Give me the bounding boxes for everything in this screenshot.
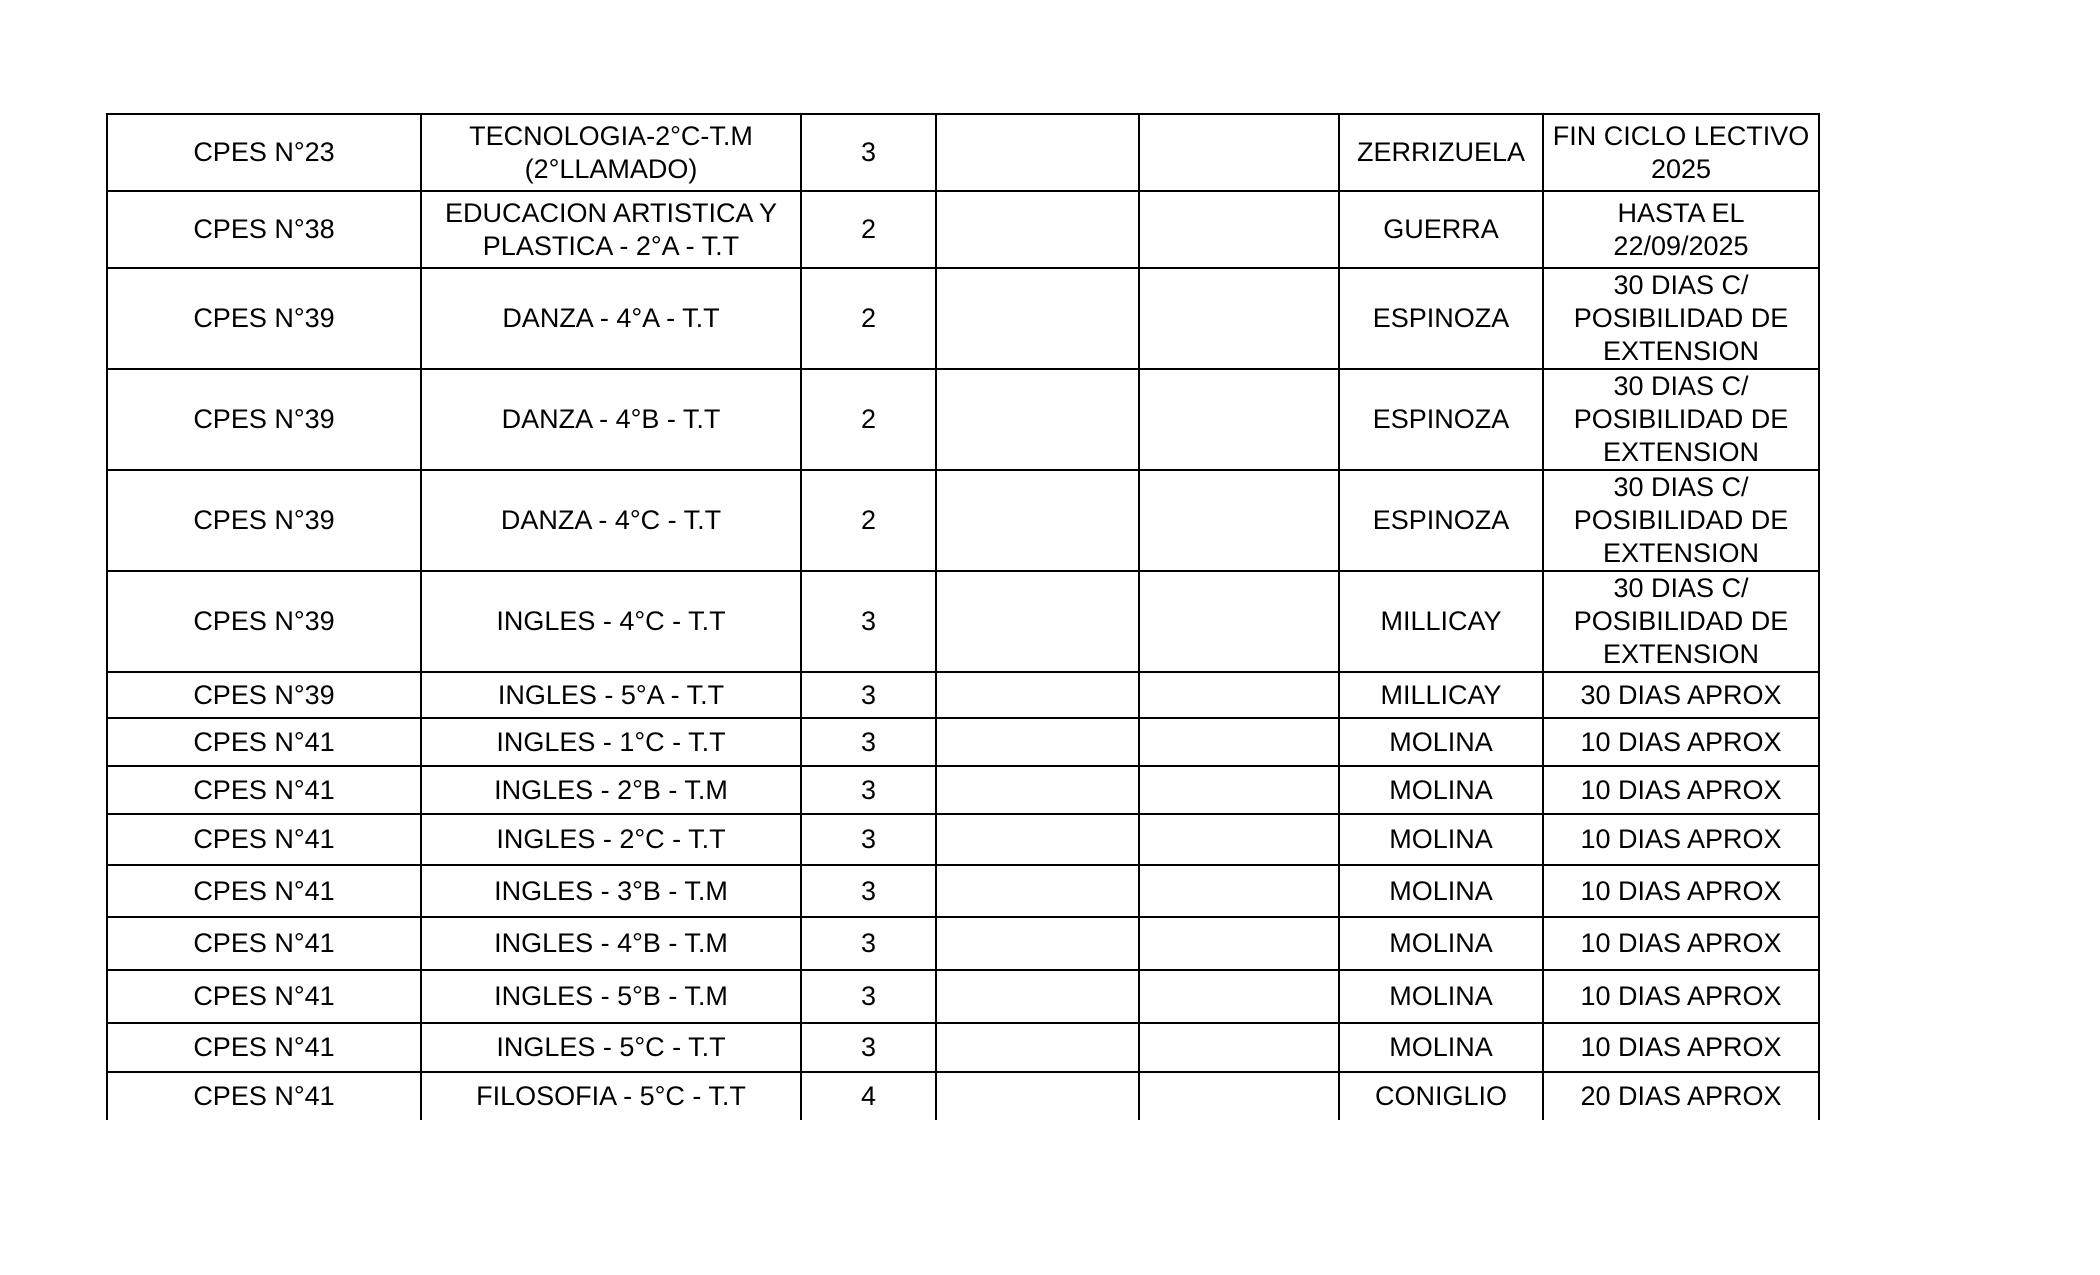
teacher-cell: MOLINA: [1339, 1023, 1543, 1072]
teacher-cell: ESPINOZA: [1339, 470, 1543, 571]
period-cell: [1543, 470, 1819, 571]
empty-cell: [936, 672, 1139, 718]
subject-cell: [421, 970, 801, 1023]
period-cell: [1543, 672, 1819, 718]
empty-cell: [1139, 571, 1339, 672]
empty-cell: [1139, 191, 1339, 268]
subject-cell: [421, 865, 801, 917]
teacher-cell: MOLINA: [1339, 865, 1543, 917]
hours-cell: 3: [801, 766, 936, 814]
period-cell: [1543, 814, 1819, 865]
school-cell: CPES N°41: [107, 1023, 421, 1072]
teacher-cell: GUERRA: [1339, 191, 1543, 268]
period-cell: [1543, 865, 1819, 917]
period-cell-line: POSIBILIDAD DE: [1573, 606, 1789, 636]
empty-cell: [936, 1072, 1139, 1120]
hours-cell: 2: [801, 268, 936, 369]
table-row: [107, 571, 1819, 672]
empty-cell: [1139, 470, 1339, 571]
hours-cell: 3: [801, 1023, 936, 1072]
period-cell-line: 10 DIAS APROX: [1580, 726, 1782, 757]
empty-cell: [936, 268, 1139, 369]
subject-cell: [421, 369, 801, 470]
empty-cell: [936, 1023, 1139, 1072]
period-cell-line: EXTENSION: [1602, 336, 1760, 366]
subject-cell-line: INGLES - 4°C - T.T: [496, 606, 726, 636]
table-row: [107, 268, 1819, 369]
table-row: [107, 191, 1819, 268]
period-cell-line: POSIBILIDAD DE: [1573, 404, 1789, 434]
hours-cell: 3: [801, 672, 936, 718]
period-cell: [1543, 970, 1819, 1023]
subject-cell: [421, 191, 801, 268]
period-cell: [1543, 571, 1819, 672]
subject-cell: [421, 114, 801, 191]
vacancy-table: [106, 113, 1820, 1120]
hours-cell: 3: [801, 114, 936, 191]
hours-cell: 2: [801, 369, 936, 470]
period-cell-line: 30 DIAS C/: [1613, 371, 1749, 401]
subject-cell: [421, 814, 801, 865]
empty-cell: [936, 970, 1139, 1023]
teacher-cell: CONIGLIO: [1339, 1072, 1543, 1120]
period-cell-line: EXTENSION: [1602, 639, 1760, 669]
empty-cell: [936, 766, 1139, 814]
teacher-cell: ESPINOZA: [1339, 369, 1543, 470]
teacher-cell: MOLINA: [1339, 814, 1543, 865]
period-cell: [1543, 369, 1819, 470]
period-cell: [1543, 718, 1819, 766]
table-row: [107, 369, 1819, 470]
hours-cell: 4: [801, 1072, 936, 1120]
subject-cell-line: INGLES - 5°B - T.M: [494, 981, 728, 1011]
period-cell-line: POSIBILIDAD DE: [1573, 303, 1789, 333]
empty-cell: [1139, 865, 1339, 917]
subject-cell: [421, 672, 801, 718]
period-cell-line: HASTA EL: [1617, 197, 1745, 228]
table-body: [107, 114, 1819, 1120]
teacher-cell: MILLICAY: [1339, 672, 1543, 718]
table-row: [107, 672, 1819, 718]
period-cell-line: 2025: [1650, 153, 1712, 184]
subject-cell-line: PLASTICA - 2°A - T.T: [482, 230, 740, 261]
subject-cell-line: FILOSOFIA - 5°C - T.T: [476, 1081, 746, 1111]
period-cell-line: 10 DIAS APROX: [1580, 875, 1782, 906]
subject-cell-line: TECNOLOGIA-2°C-T.M: [469, 120, 753, 151]
empty-cell: [1139, 268, 1339, 369]
hours-cell: 2: [801, 191, 936, 268]
subject-cell: [421, 718, 801, 766]
empty-cell: [1139, 970, 1339, 1023]
hours-cell: 3: [801, 970, 936, 1023]
empty-cell: [936, 917, 1139, 970]
table-row: [107, 114, 1819, 191]
subject-cell-line: INGLES - 4°B - T.M: [494, 928, 728, 958]
empty-cell: [1139, 917, 1339, 970]
school-cell: CPES N°23: [107, 114, 421, 191]
hours-cell: 2: [801, 470, 936, 571]
empty-cell: [936, 571, 1139, 672]
teacher-cell: MOLINA: [1339, 970, 1543, 1023]
subject-cell-line: EDUCACION ARTISTICA Y: [444, 197, 778, 228]
empty-cell: [936, 865, 1139, 917]
teacher-cell: MOLINA: [1339, 917, 1543, 970]
teacher-cell: MILLICAY: [1339, 571, 1543, 672]
school-cell: CPES N°41: [107, 814, 421, 865]
teacher-cell: ESPINOZA: [1339, 268, 1543, 369]
school-cell: CPES N°39: [107, 268, 421, 369]
school-cell: CPES N°39: [107, 470, 421, 571]
subject-cell-line: INGLES - 2°B - T.M: [494, 774, 728, 805]
hours-cell: 3: [801, 571, 936, 672]
subject-cell: [421, 571, 801, 672]
table-row: [107, 766, 1819, 814]
empty-cell: [1139, 718, 1339, 766]
subject-cell-line: INGLES - 3°B - T.M: [494, 875, 728, 906]
period-cell-line: 20 DIAS APROX: [1580, 1081, 1782, 1111]
subject-cell-line: (2°LLAMADO): [524, 153, 698, 184]
table-row: [107, 814, 1819, 865]
subject-cell-line: INGLES - 5°A - T.T: [497, 679, 725, 710]
hours-cell: 3: [801, 718, 936, 766]
empty-cell: [936, 191, 1139, 268]
empty-cell: [936, 470, 1139, 571]
empty-cell: [1139, 1072, 1339, 1120]
empty-cell: [936, 814, 1139, 865]
period-cell-line: 10 DIAS APROX: [1580, 824, 1782, 854]
empty-cell: [936, 718, 1139, 766]
subject-cell-line: INGLES - 5°C - T.T: [496, 1032, 726, 1062]
period-cell-line: 30 DIAS APROX: [1580, 679, 1782, 710]
school-cell: CPES N°38: [107, 191, 421, 268]
empty-cell: [1139, 1023, 1339, 1072]
period-cell-line: 10 DIAS APROX: [1580, 774, 1782, 805]
table-row: [107, 470, 1819, 571]
period-cell-line: 10 DIAS APROX: [1580, 928, 1782, 958]
period-cell-line: EXTENSION: [1602, 437, 1760, 467]
table-row: [107, 917, 1819, 970]
period-cell-line: 22/09/2025: [1613, 230, 1749, 261]
empty-cell: [1139, 114, 1339, 191]
empty-cell: [1139, 369, 1339, 470]
period-cell: [1543, 191, 1819, 268]
teacher-cell: MOLINA: [1339, 766, 1543, 814]
subject-cell: [421, 1072, 801, 1120]
period-cell: [1543, 268, 1819, 369]
school-cell: CPES N°39: [107, 571, 421, 672]
subject-cell: [421, 766, 801, 814]
period-cell-line: 30 DIAS C/: [1613, 472, 1749, 502]
subject-cell-line: INGLES - 2°C - T.T: [496, 824, 726, 854]
period-cell: [1543, 114, 1819, 191]
table-row: [107, 865, 1819, 917]
period-cell-line: POSIBILIDAD DE: [1573, 505, 1789, 535]
empty-cell: [936, 369, 1139, 470]
table-row: [107, 1023, 1819, 1072]
subject-cell: [421, 470, 801, 571]
hours-cell: 3: [801, 865, 936, 917]
subject-cell-line: DANZA - 4°A - T.T: [502, 303, 720, 333]
empty-cell: [936, 114, 1139, 191]
subject-cell-line: DANZA - 4°C - T.T: [500, 505, 722, 535]
period-cell: [1543, 766, 1819, 814]
period-cell-line: 10 DIAS APROX: [1580, 981, 1782, 1011]
subject-cell: [421, 917, 801, 970]
school-cell: CPES N°41: [107, 1072, 421, 1120]
school-cell: CPES N°39: [107, 672, 421, 718]
table-row: [107, 970, 1819, 1023]
period-cell-line: 30 DIAS C/: [1613, 270, 1749, 300]
period-cell-line: 30 DIAS C/: [1613, 573, 1749, 603]
subject-cell-line: INGLES - 1°C - T.T: [496, 726, 726, 757]
subject-cell: [421, 1023, 801, 1072]
school-cell: CPES N°39: [107, 369, 421, 470]
period-cell-line: FIN CICLO LECTIVO: [1552, 120, 1810, 151]
subject-cell-line: DANZA - 4°B - T.T: [501, 404, 721, 434]
school-cell: CPES N°41: [107, 718, 421, 766]
empty-cell: [1139, 672, 1339, 718]
empty-cell: [1139, 814, 1339, 865]
empty-cell: [1139, 766, 1339, 814]
teacher-cell: MOLINA: [1339, 718, 1543, 766]
period-cell: [1543, 917, 1819, 970]
period-cell-line: 10 DIAS APROX: [1580, 1032, 1782, 1062]
school-cell: CPES N°41: [107, 865, 421, 917]
period-cell: [1543, 1072, 1819, 1120]
hours-cell: 3: [801, 814, 936, 865]
teacher-cell: ZERRIZUELA: [1339, 114, 1543, 191]
table-row: [107, 718, 1819, 766]
school-cell: CPES N°41: [107, 766, 421, 814]
school-cell: CPES N°41: [107, 917, 421, 970]
school-cell: CPES N°41: [107, 970, 421, 1023]
period-cell-line: EXTENSION: [1602, 538, 1760, 568]
period-cell: [1543, 1023, 1819, 1072]
hours-cell: 3: [801, 917, 936, 970]
table-row: [107, 1072, 1819, 1120]
subject-cell: [421, 268, 801, 369]
